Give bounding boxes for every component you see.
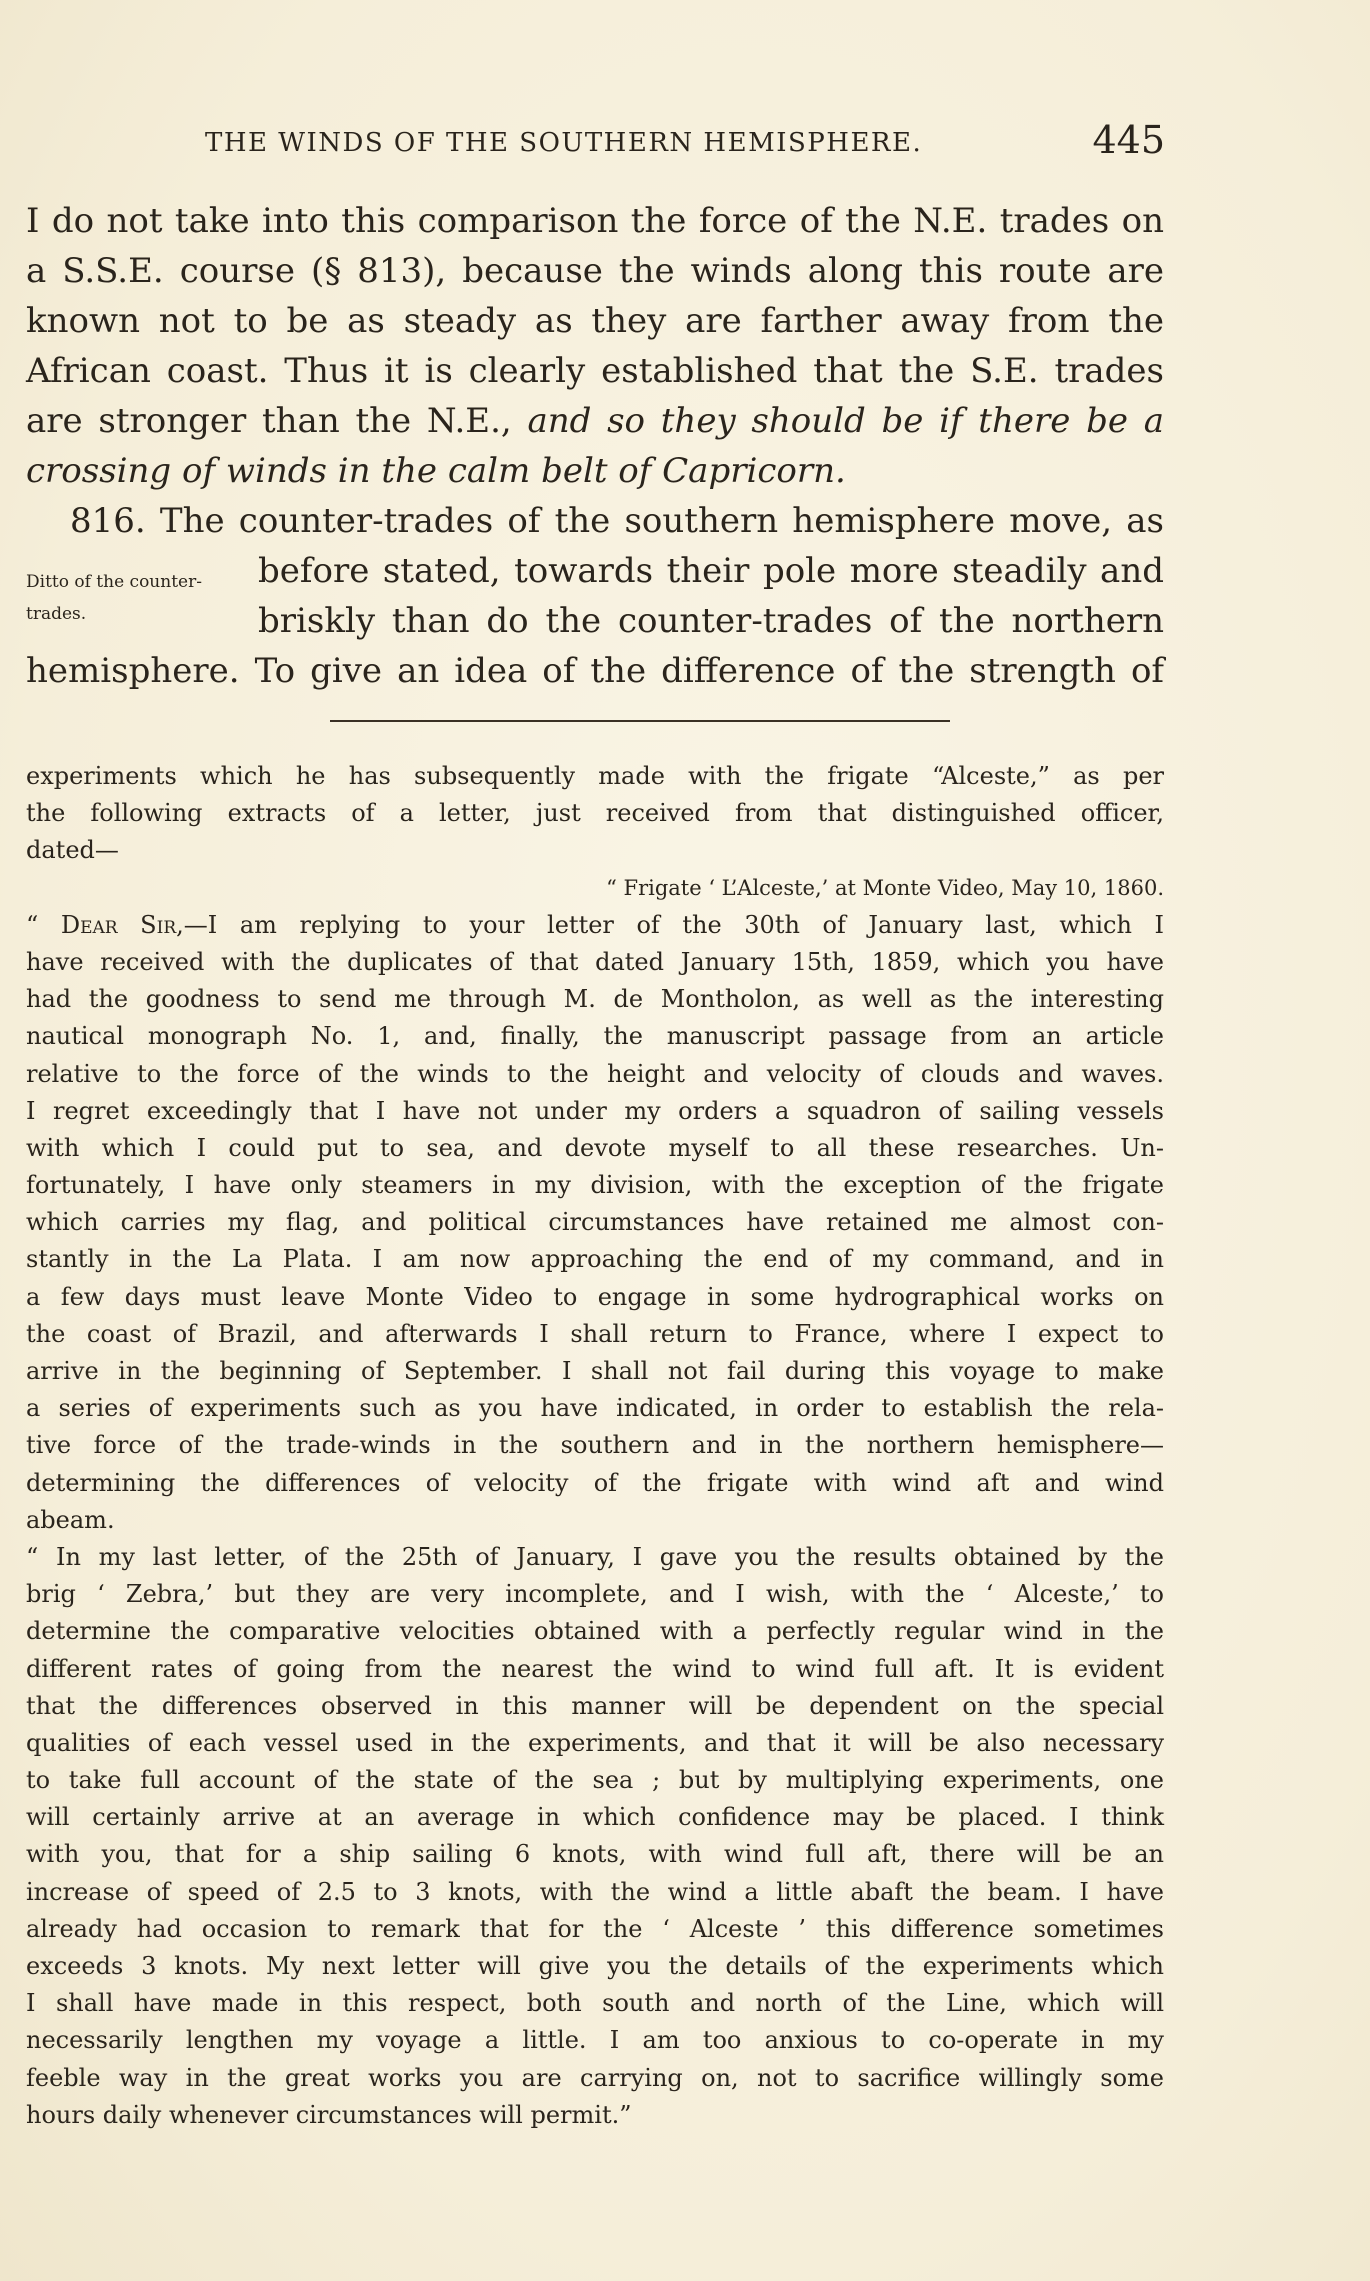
footnote-line: I regret exceedingly that I have not under my orders a squadron of sailing vessels bbox=[26, 1096, 1164, 1125]
footnote-line: qualities of each vessel used in the experiments, and that it will be also necessary bbox=[26, 1728, 1164, 1757]
footnote-line: “ In my last letter, of the 25th of January, I gave you the results obtained by the bbox=[26, 1542, 1164, 1571]
paragraph-816-last-line: hemisphere. To give an idea of the difference of the strength of bbox=[26, 651, 1164, 691]
footnote-line: with which I could put to sea, and devote myself to all these researches. Un- bbox=[26, 1133, 1164, 1162]
footnote-line: that the differences observed in this manner will be dependent on the special bbox=[26, 1691, 1164, 1720]
footnote-line: determine the comparative velocities obtained with a perfectly regular wind in the bbox=[26, 1617, 1164, 1646]
footnote-line: the coast of Brazil, and afterwards I shall return to France, where I expect to bbox=[26, 1319, 1164, 1348]
footnote-line bbox=[26, 907, 1164, 944]
footnote-line: tive force of the trade-winds in the southern and in the northern hemisphere— bbox=[26, 1431, 1164, 1460]
text-line: African coast. Thus it is clearly established that the S.E. trades bbox=[26, 351, 1164, 391]
text-roman: are stronger than the N.E., bbox=[26, 401, 512, 441]
letter-dateline: “ Frigate ‘ L’Alceste,’ at Monte Video, May 10, 1860. bbox=[606, 875, 1164, 900]
footnote-line: relative to the force of the winds to the height and velocity of clouds and waves. bbox=[26, 1059, 1164, 1088]
letter-text: —I am replying to your letter of the 30th of January last, which I bbox=[183, 910, 1164, 939]
text-line-italic: crossing of winds in the calm belt of Capricorn. bbox=[26, 451, 846, 491]
footnote-line: the following extracts of a letter, just received from that distinguished officer, bbox=[26, 799, 1164, 828]
sidenote-line: Ditto of the counter- bbox=[26, 572, 202, 592]
footnote-line: experiments which he has subsequently made with the frigate “Alceste,” as per bbox=[26, 762, 1164, 790]
text-line: a S.S.E. course (§ 813), because the winds along this route are bbox=[26, 251, 1164, 291]
running-head bbox=[205, 118, 1165, 164]
footnote bbox=[26, 758, 1164, 2134]
footnote-line: with you, that for a ship sailing 6 knots, with wind full aft, there will be an bbox=[26, 1840, 1164, 1869]
footnote-line: exceeds 3 knots. My next letter will give you the details of the experiments which bbox=[26, 1952, 1164, 1980]
footnote-line: already had occasion to remark that for the ‘ Alceste ’ this difference sometimes bbox=[26, 1914, 1164, 1943]
footnote-line: stantly in the La Plata. I am now approaching the end of my command, and in bbox=[26, 1245, 1164, 1274]
footnote-line: increase of speed of 2.5 to 3 knots, with the wind a little abaft the beam. I have bbox=[26, 1877, 1164, 1906]
footnote-line: arrive in the beginning of September. I shall not fail during this voyage to make bbox=[26, 1357, 1164, 1385]
footnote-line: different rates of going from the nearest the wind to wind full aft. It is evident bbox=[26, 1654, 1164, 1683]
page-number: 445 bbox=[1092, 118, 1165, 162]
paragraph-816-first-line: 816. The counter-trades of the southern hemisphere move, as bbox=[70, 501, 1164, 541]
letter-salutation: “ Dear Sir, bbox=[26, 910, 184, 939]
footnote-line: brig ‘ Zebra,’ but they are very incomplete, and I wish, with the ‘ Alceste,’ to bbox=[26, 1580, 1164, 1609]
main-text bbox=[26, 196, 1164, 696]
text-line: known not to be as steady as they are farther away from the bbox=[26, 301, 1164, 341]
running-title: THE WINDS OF THE SOUTHERN HEMISPHERE. bbox=[205, 128, 923, 158]
footnote-line: a few days must leave Monte Video to engage in some hydrographical works on bbox=[26, 1282, 1164, 1311]
footnote-line: will certainly arrive at an average in which confidence may be placed. I think bbox=[26, 1803, 1164, 1832]
text-line: I do not take into this comparison the force of the N.E. trades on bbox=[26, 201, 1164, 241]
footnote-line: hours daily whenever circumstances will permit.” bbox=[26, 2100, 632, 2129]
footnote-line: determining the differences of velocity of the frigate with wind aft and wind bbox=[26, 1468, 1164, 1497]
text-line bbox=[26, 396, 1164, 446]
text-italic: and so they should be if there be a bbox=[511, 401, 1164, 441]
footnote-line: have received with the duplicates of that dated January 15th, 1859, which you have bbox=[26, 947, 1164, 976]
footnote-line: abeam. bbox=[26, 1505, 115, 1534]
footnote-line: had the goodness to send me through M. de Montholon, as well as the interesting bbox=[26, 985, 1164, 1014]
footnote-line: nautical monograph No. 1, and, finally, the manuscript passage from an article bbox=[26, 1022, 1164, 1051]
footnote-line: feeble way in the great works you are carrying on, not to sacrifice willingly some bbox=[26, 2063, 1164, 2092]
paragraph-816-line: briskly than do the counter-trades of the northern bbox=[258, 601, 1164, 641]
sidenote-line: trades. bbox=[26, 604, 87, 624]
footnote-line: to take full account of the state of the sea ; but by multiplying experiments, one bbox=[26, 1766, 1164, 1795]
footnote-line: necessarily lengthen my voyage a little. I am too anxious to co-operate in my bbox=[26, 2026, 1164, 2055]
footnote-line: dated— bbox=[26, 836, 119, 865]
footnote-line: a series of experiments such as you have indicated, in order to establish the rela- bbox=[26, 1394, 1164, 1423]
paragraph-816-line: before stated, towards their pole more steadily and bbox=[258, 551, 1164, 591]
footnote-rule bbox=[330, 720, 950, 722]
footnote-line: fortunately, I have only steamers in my division, with the exception of the frigate bbox=[26, 1171, 1164, 1200]
footnote-line: which carries my flag, and political circumstances have retained me almost con- bbox=[26, 1208, 1164, 1237]
footnote-line: I shall have made in this respect, both south and north of the Line, which will bbox=[26, 1989, 1164, 2018]
